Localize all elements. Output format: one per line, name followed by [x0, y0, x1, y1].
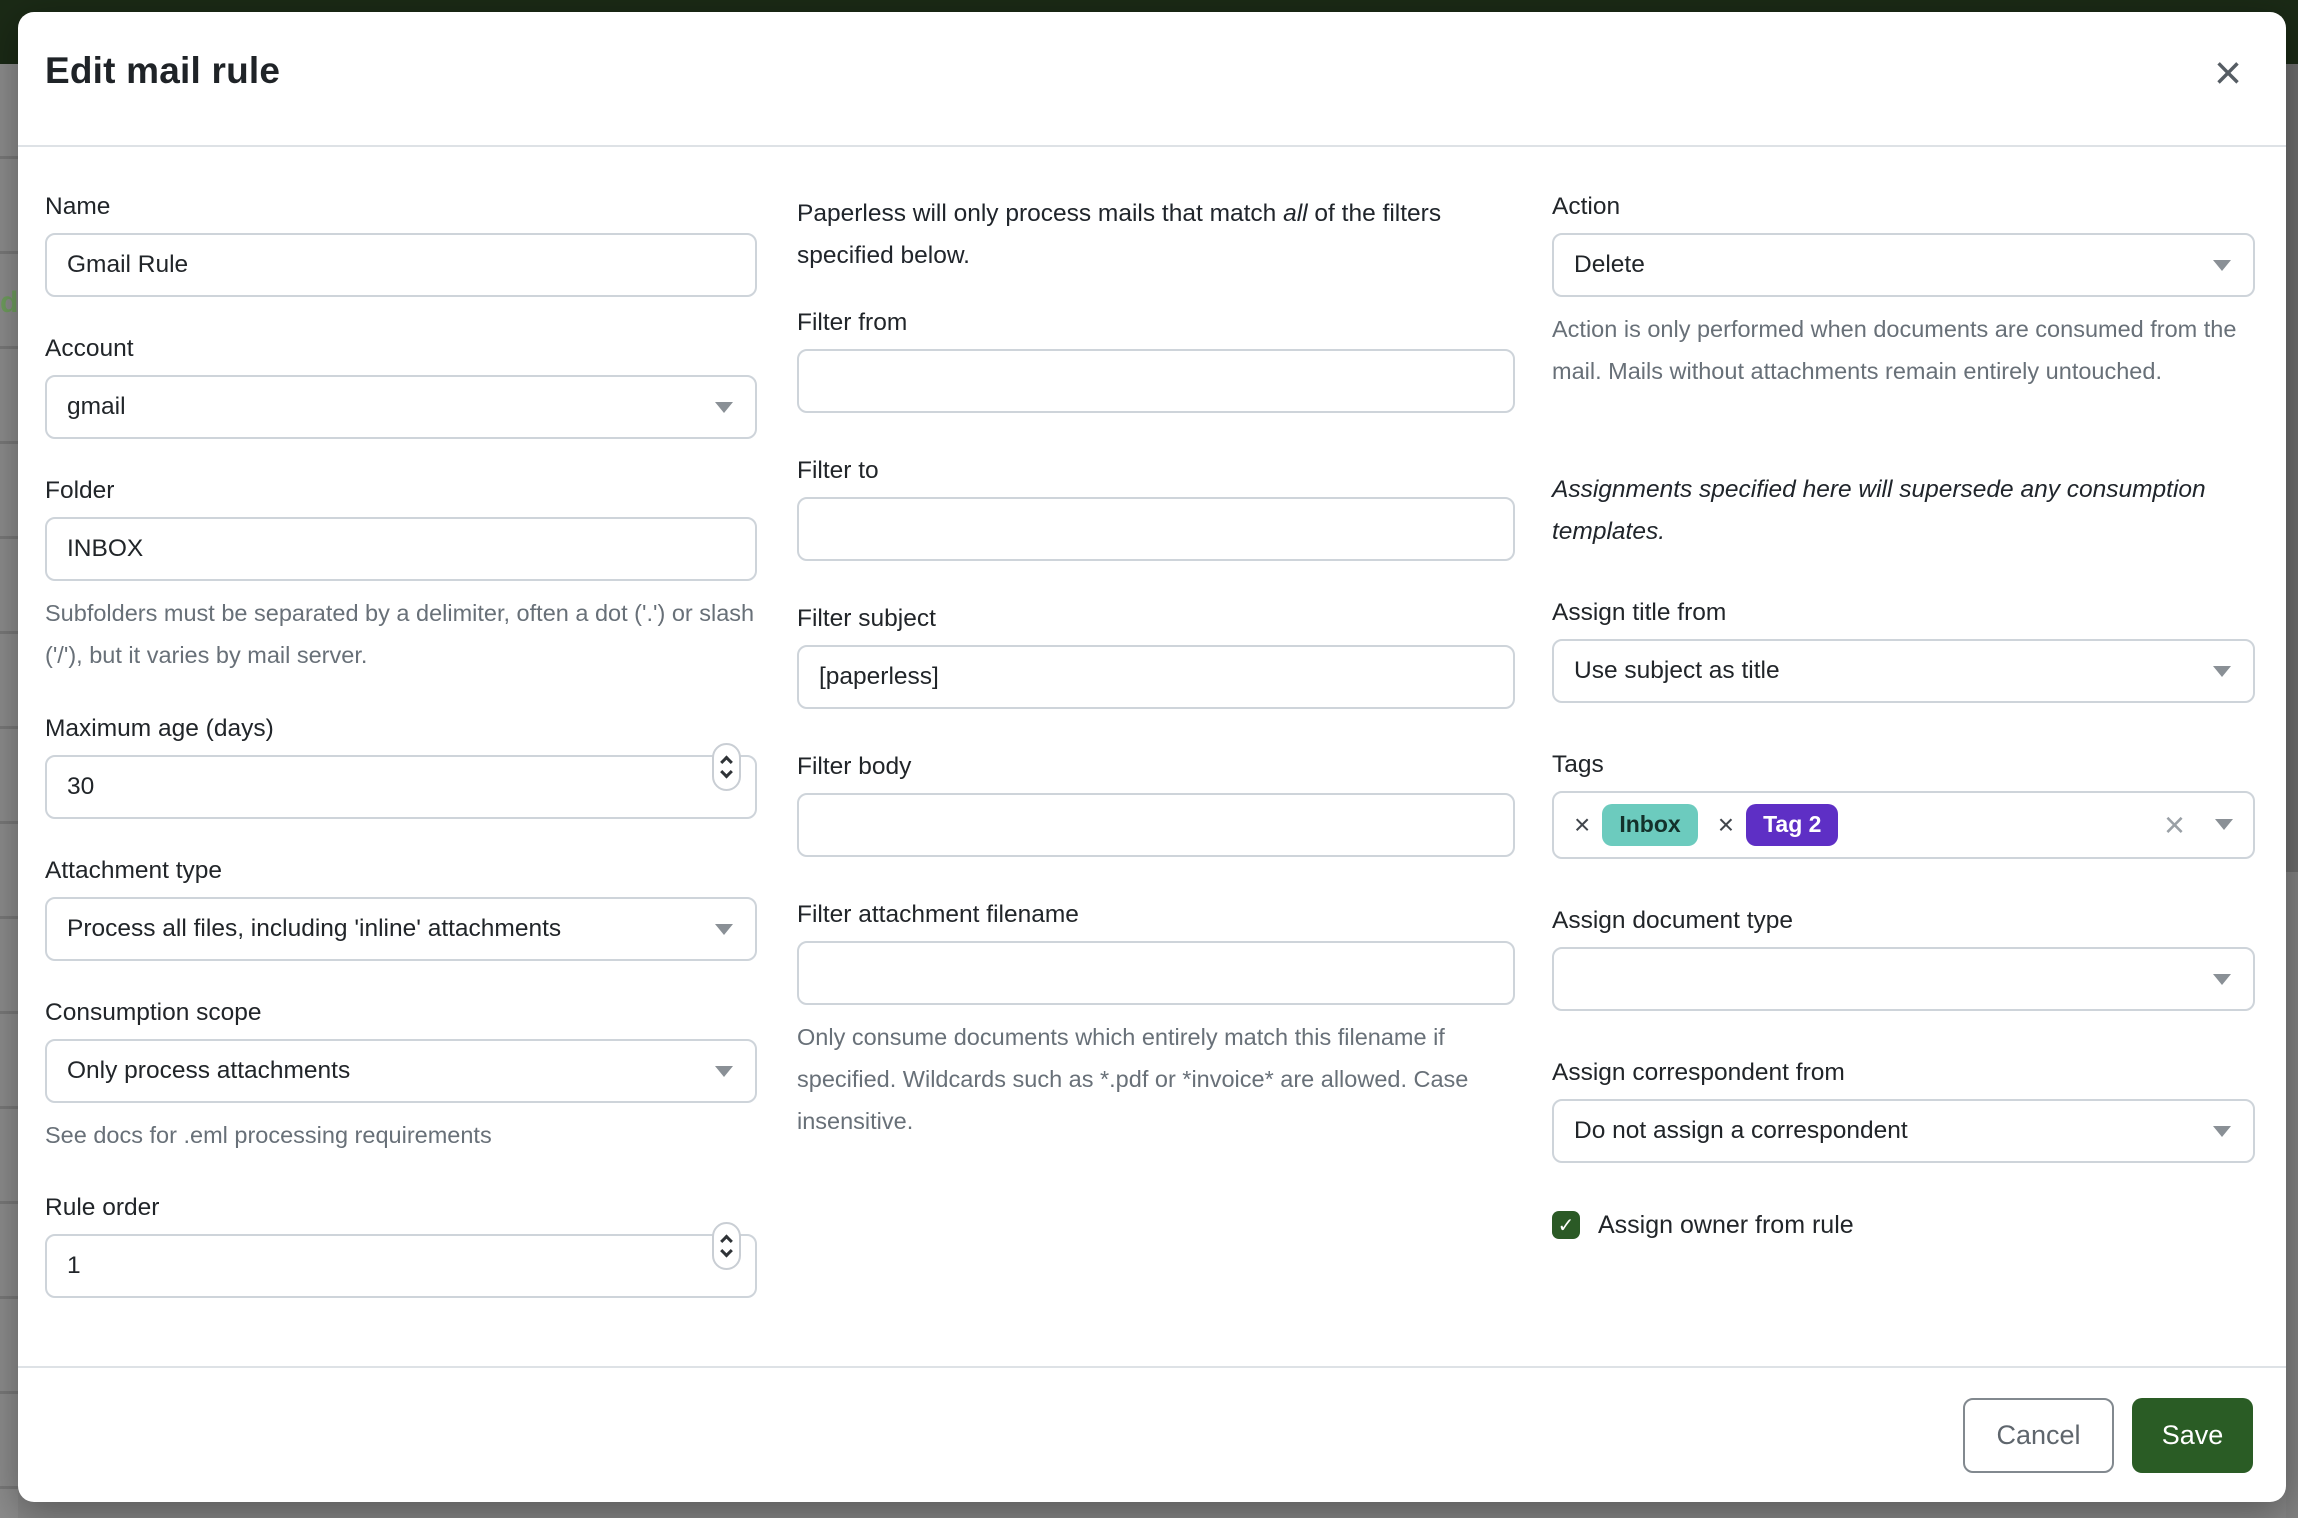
chevron-down-icon — [2213, 666, 2231, 677]
assign-owner-row — [1552, 1211, 2255, 1240]
action-help-text: Action is only performed when documents are consumed from the mail. Mails without attachments remain entirely untouched. — [1552, 316, 2237, 384]
attachment-type-field-group — [45, 857, 757, 961]
assign-title-selected-value: Use subject as title — [1574, 656, 1780, 684]
tag-badge-tag2: Tag 2 — [1746, 804, 1838, 846]
filter-filename-field-group — [797, 901, 1515, 1142]
assign-title-field-group — [1552, 599, 2255, 703]
tags-field-group — [1552, 751, 2255, 859]
filter-to-field-group — [797, 457, 1515, 561]
assign-correspondent-select[interactable] — [1552, 1099, 2255, 1163]
chevron-down-icon — [715, 1066, 733, 1077]
account-label: Account — [45, 335, 134, 362]
filter-filename-input[interactable] — [797, 941, 1515, 1005]
edit-mail-rule-dialog — [18, 12, 2286, 1502]
filter-subject-input[interactable] — [797, 645, 1515, 709]
folder-input[interactable] — [45, 517, 757, 581]
filter-body-label: Filter body — [797, 753, 912, 781]
rule-order-label: Rule order — [45, 1194, 160, 1222]
tags-controls — [2163, 803, 2233, 845]
attachment-type-selected-value: Process all files, including 'inline' attachments — [67, 914, 562, 942]
name-field-group — [45, 193, 757, 297]
modal-header — [18, 12, 2286, 147]
attachment-type-label: Attachment type — [45, 856, 223, 884]
account-selected-value: gmail — [67, 393, 126, 420]
action-selected-value: Delete — [1574, 251, 1645, 278]
assign-doctype-field-group — [1552, 907, 2255, 1011]
account-select[interactable] — [45, 375, 757, 439]
max-age-field-group — [45, 715, 757, 819]
close-icon[interactable]: × — [2213, 47, 2242, 100]
stepper-down-icon[interactable] — [720, 765, 733, 778]
account-field-group — [45, 335, 757, 439]
consumption-scope-help-text: See docs for .eml processing requirements — [45, 1121, 492, 1148]
modal-body — [18, 147, 2286, 1366]
name-input[interactable] — [45, 233, 757, 297]
filter-subject-label: Filter subject — [797, 605, 936, 633]
chevron-down-icon — [2213, 260, 2231, 271]
folder-field-group — [45, 477, 757, 677]
column-general — [45, 193, 757, 1366]
action-label: Action — [1552, 193, 1621, 220]
assign-title-select[interactable] — [1552, 639, 2255, 703]
tags-multiselect[interactable] — [1552, 791, 2255, 859]
remove-tag-icon[interactable]: × — [1574, 808, 1591, 840]
filter-body-input[interactable] — [797, 793, 1515, 857]
assign-title-label: Assign title from — [1552, 598, 1727, 626]
save-button[interactable]: Save — [2132, 1398, 2253, 1473]
remove-tag-icon[interactable]: × — [1717, 808, 1735, 840]
chevron-down-icon[interactable] — [2215, 819, 2233, 830]
assignments-note: Assignments specified here will supersede any consumption templates. — [1552, 475, 2206, 545]
assign-owner-label: Assign owner from rule — [1598, 1210, 1854, 1239]
modal-footer — [18, 1366, 2286, 1502]
chevron-down-icon — [2213, 974, 2231, 985]
filter-filename-label: Filter attachment filename — [797, 901, 1079, 929]
filter-from-input[interactable] — [797, 349, 1515, 413]
filter-from-label: Filter from — [797, 309, 908, 337]
consumption-scope-selected-value: Only process attachments — [67, 1056, 351, 1084]
folder-help-text: Subfolders must be separated by a delimiter, often a dot ('.') or slash ('/'), but it varies by mail server. — [45, 600, 755, 668]
action-field-group — [1552, 193, 2255, 393]
number-stepper[interactable] — [712, 1222, 741, 1270]
consumption-scope-label: Consumption scope — [45, 998, 262, 1026]
name-label: Name — [45, 193, 111, 220]
folder-label: Folder — [45, 477, 115, 504]
assign-owner-checkbox[interactable]: ✓ — [1552, 1211, 1580, 1239]
cancel-button[interactable]: Cancel — [1963, 1398, 2114, 1473]
chevron-down-icon — [2213, 1126, 2231, 1137]
clear-all-icon[interactable]: × — [2163, 803, 2185, 845]
rule-order-field-group — [45, 1194, 757, 1298]
background-scrollbar-thumb[interactable] — [2286, 64, 2298, 872]
assign-doctype-label: Assign document type — [1552, 906, 1794, 934]
background-page-left — [0, 64, 18, 1518]
assign-correspondent-field-group — [1552, 1059, 2255, 1163]
attachment-type-select[interactable] — [45, 897, 757, 961]
number-stepper[interactable] — [712, 743, 741, 791]
modal-title: Edit mail rule — [45, 50, 281, 91]
action-select[interactable] — [1552, 233, 2255, 297]
tag-badge-inbox: Inbox — [1602, 804, 1697, 846]
filters-intro-text: Paperless will only process mails that match all of the filters specified below. — [797, 200, 1442, 270]
column-actions — [1552, 193, 2255, 1366]
chevron-down-icon — [715, 924, 733, 935]
stepper-down-icon[interactable] — [720, 1245, 733, 1258]
filter-to-label: Filter to — [797, 457, 879, 485]
column-filters — [797, 193, 1515, 1366]
consumption-scope-select[interactable] — [45, 1039, 757, 1103]
consumption-scope-field-group — [45, 999, 757, 1157]
rule-order-input[interactable] — [45, 1234, 757, 1298]
max-age-label: Maximum age (days) — [45, 714, 274, 742]
max-age-input[interactable] — [45, 755, 757, 819]
assign-doctype-select[interactable] — [1552, 947, 2255, 1011]
filter-to-input[interactable] — [797, 497, 1515, 561]
chevron-down-icon — [715, 402, 733, 413]
intro-emphasis: all — [1283, 200, 1308, 227]
filter-subject-field-group — [797, 605, 1515, 709]
assign-correspondent-label: Assign correspondent from — [1552, 1058, 1845, 1086]
filter-filename-help-text: Only consume documents which entirely match this filename if specified. Wildcards such as *.pdf or *invoice* are allowed. Case insensitive. — [797, 1024, 1469, 1134]
assign-correspondent-selected-value: Do not assign a correspondent — [1574, 1116, 1908, 1144]
background-text-fragment: d — [0, 286, 19, 319]
tags-label: Tags — [1552, 750, 1604, 778]
filter-from-field-group — [797, 309, 1515, 413]
filter-body-field-group — [797, 753, 1515, 857]
